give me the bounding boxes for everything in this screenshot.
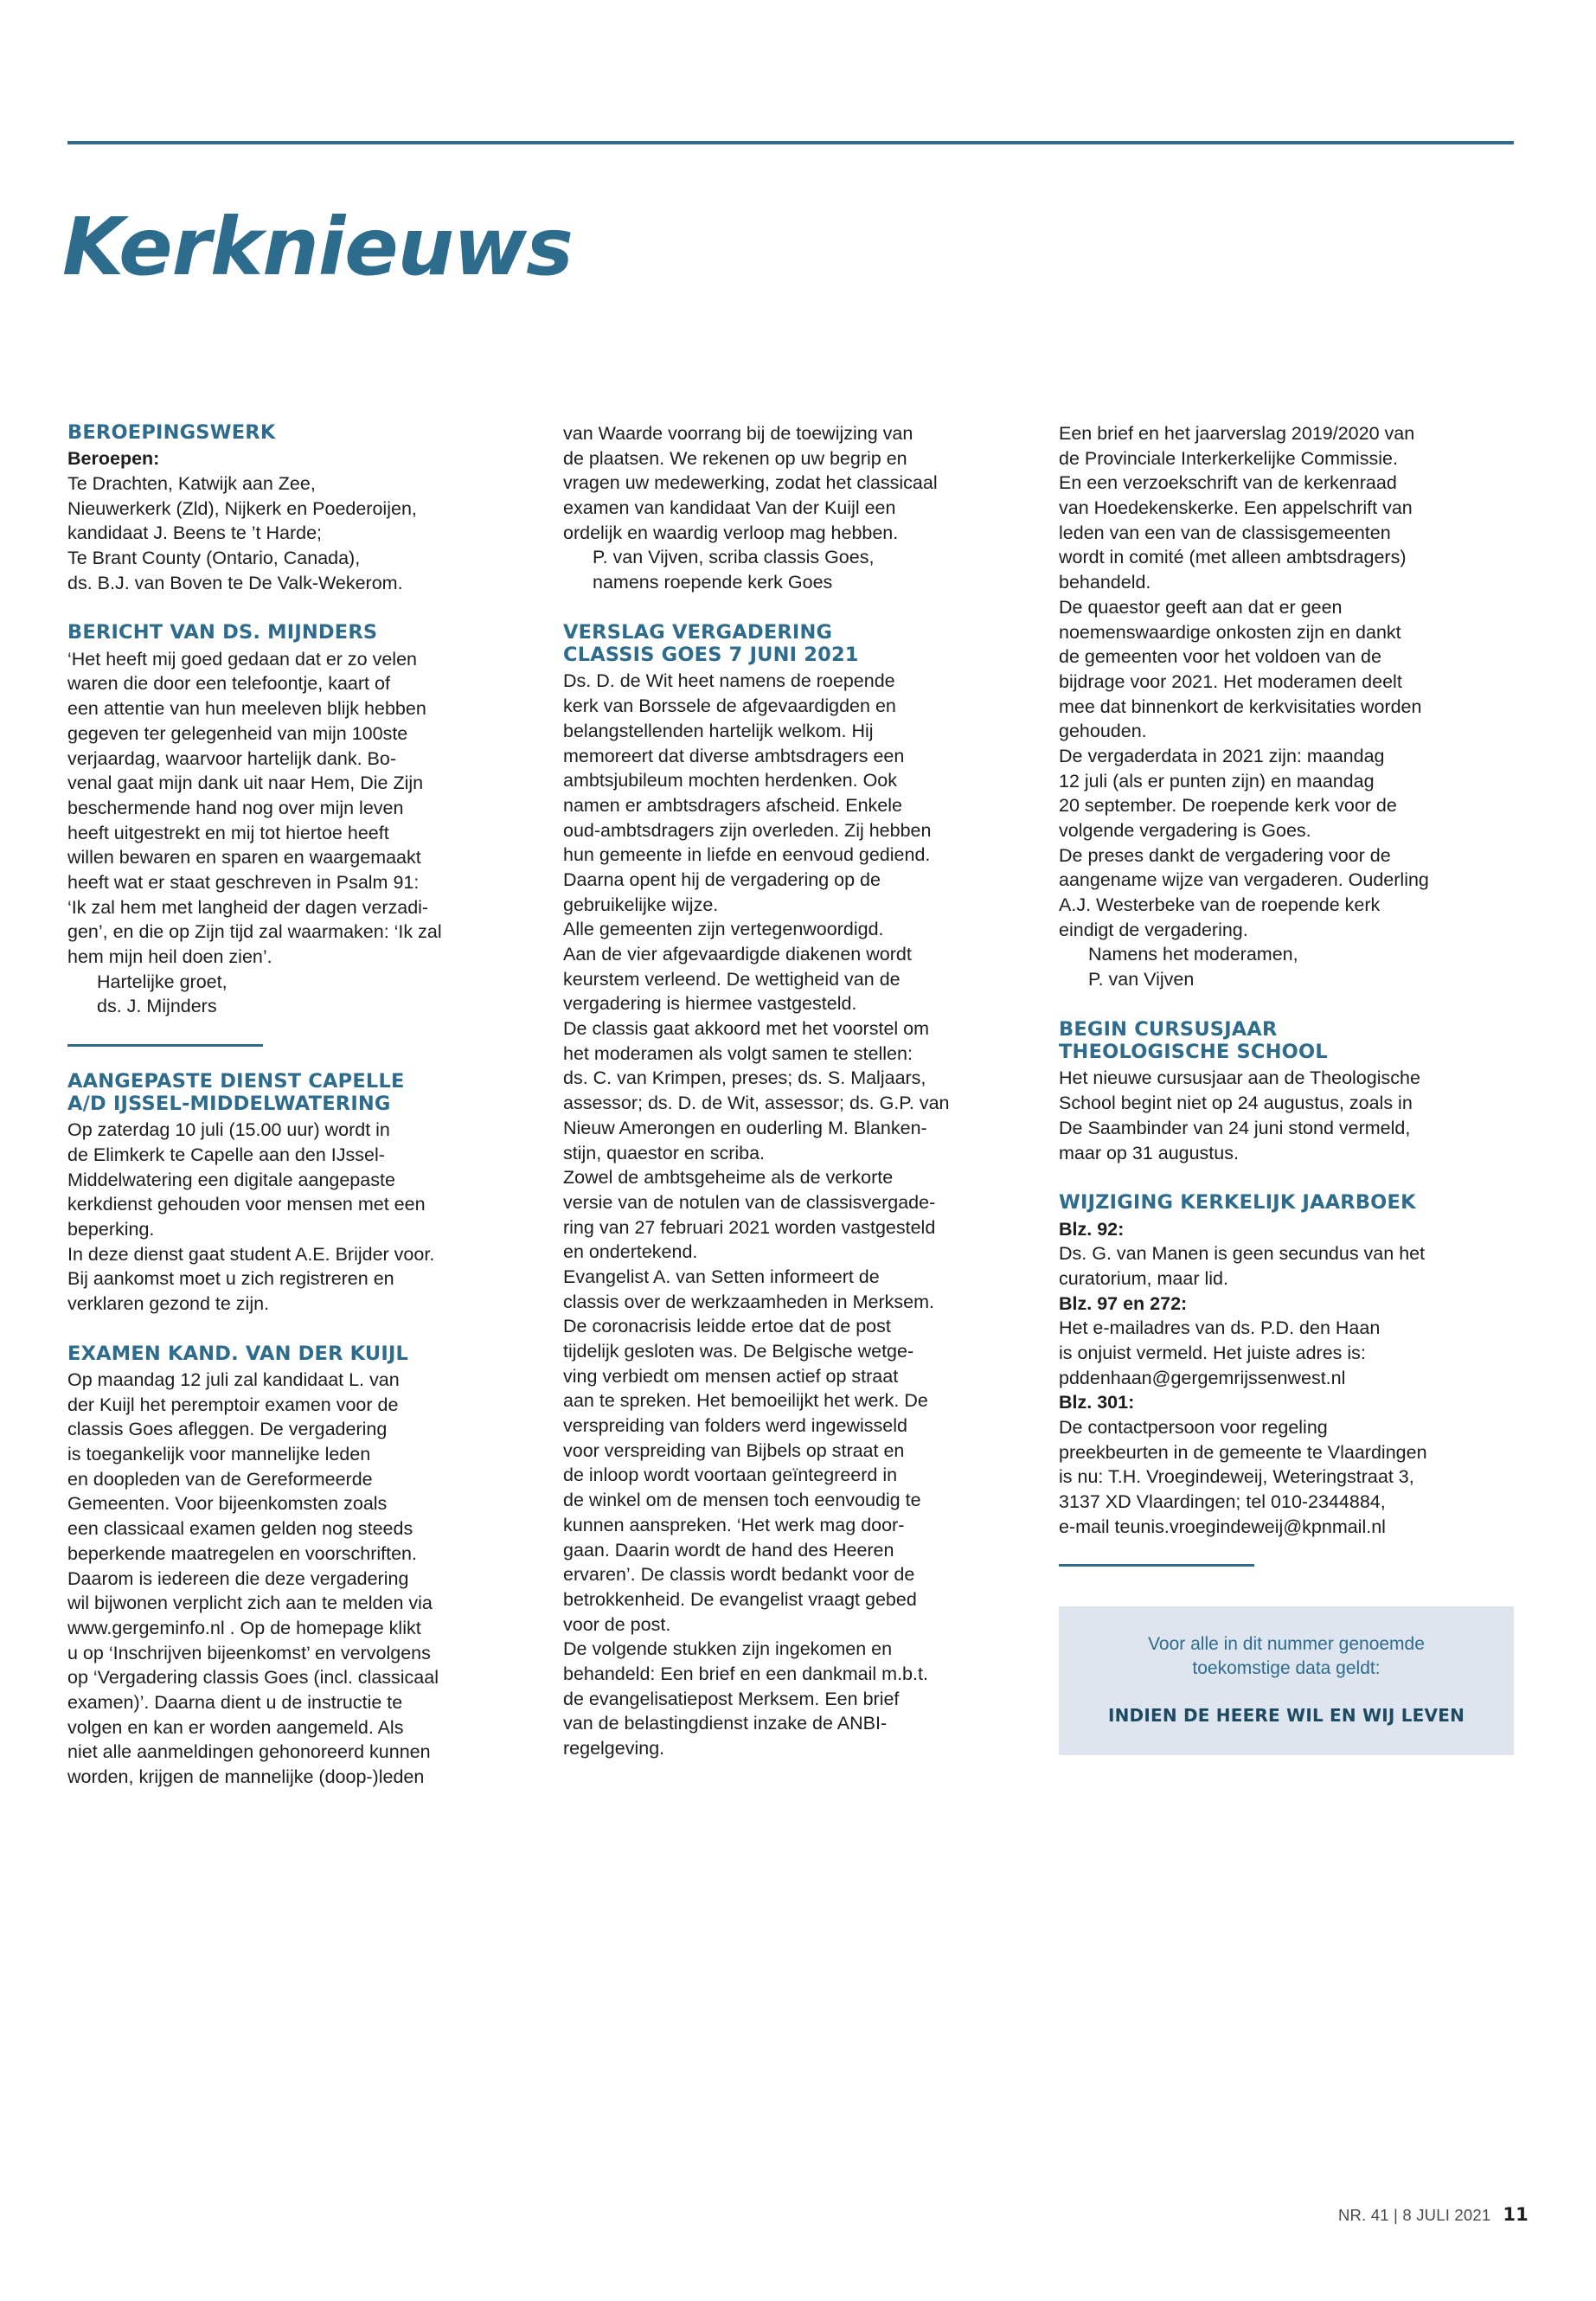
paragraph-aangepaste-dienst: Op zaterdag 10 juli (15.00 uur) wordt in de Elimkerk te Capelle aan den IJssel- Middelwatering een digitale aangepaste kerkdienst gehouden voor mensen met een beperking. In deze dienst gaat student A.E. Brijder voor. Bij aankomst moet u zich registreren en verklaren gezond te zijn. bbox=[67, 1119, 435, 1314]
paragraph-blz-301: De contactpersoon voor regeling preekbeurten in de gemeente te Vlaardingen is nu: T.H. Vroegindeweij, Weteringstraat 3, 3137 XD Vlaardingen; tel 010-2344884, e-mail teunis.vroegindeweij@kpnmail.nl bbox=[1059, 1417, 1427, 1537]
section-heading-wijziging-jaarboek: WIJZIGING KERKELIJK JAARBOEK bbox=[1059, 1191, 1416, 1215]
subheading-blz-97-272: Blz. 97 en 272: bbox=[1059, 1292, 1188, 1314]
paragraph-examen-kand: Op maandag 12 juli zal kandidaat L. van der Kuijl het peremptoir examen voor de classis Goes afleggen. De vergadering is toegankelijk voor mannelijke leden en doopleden van de Gereformeerde Gemeenten. Voor bijeenkomsten zoals een classicaal examen gelden nog steeds beperkende maatregelen en voorschriften. Daarom is iedereen die deze vergadering wil bijwonen verplicht zich aan te melden via www.gergeminfo.nl . Op de homepage klikt u op ‘Inschrijven bijeenkomst’ en vervolgens op ‘Vergadering classis Goes (incl. classicaal examen)’. Daarna dient u de instructie te volgen en kan er worden aangemeld. Als niet alle aanmeldingen gehonoreerd kunnen worden, krijgen de mannelijke (doop-)leden bbox=[67, 1369, 439, 1787]
page-footer bbox=[1338, 2204, 1529, 2225]
notice-line-2: INDIEN DE HEERE WIL EN WIJ LEVEN bbox=[1107, 1704, 1465, 1726]
section-heading-aangepaste-dienst: AANGEPASTE DIENST CAPELLE A/D IJSSEL-MIDDELWATERING bbox=[67, 1069, 405, 1115]
section-divider bbox=[67, 1044, 263, 1047]
column-2 bbox=[563, 421, 1018, 1790]
section-heading-begin-cursusjaar: BEGIN CURSUSJAAR THEOLOGISCHE SCHOOL bbox=[1059, 1017, 1328, 1064]
column-1 bbox=[67, 421, 522, 1790]
paragraph-bericht-mijnders: ‘Het heeft mij goed gedaan dat er zo velen waren die door een telefoontje, kaart of een attentie van hun meeleven blijk hebben gegeven ter gelegenheid van mijn 100ste verjaardag, waarvoor hartelijk dank. Bo- venal gaat mijn dank uit naar Hem, Die Zijn beschermende hand nog over mijn leven heeft uitgestrekt en mij tot hiertoe heeft willen bewaren en sparen en waargemaakt heeft wat er staat geschreven in Psalm 91: ‘Ik zal hem met langheid der dagen verzadi- gen’, en die op Zijn tijd zal waarmaken: ‘Ik zal hem mijn heil doen zien’. bbox=[67, 648, 442, 967]
signature-van-vijven-goes: P. van Vijven, scriba classis Goes, namens roepende kerk Goes bbox=[593, 547, 875, 593]
subheading-blz-301: Blz. 301: bbox=[1059, 1392, 1135, 1413]
section-heading-examen-kand: EXAMEN KAND. VAN DER KUIJL bbox=[67, 1342, 409, 1365]
paragraph-examen-vervolg: van Waarde voorrang bij de toewijzing van de plaatsen. We rekenen op uw begrip en vragen uw medewerking, zodat het classicaal examen van kandidaat Van der Kuijl een ordelijk en waardig verloop mag hebben. bbox=[563, 423, 938, 543]
footer-issue: NR. 41 | 8 JULI 2021 bbox=[1337, 2206, 1491, 2224]
article-columns bbox=[67, 421, 1514, 1790]
paragraph-verslag-vervolg: Een brief en het jaarverslag 2019/2020 van de Provinciale Interkerkelijke Commissie. En een verzoekschrift van de kerkenraad van Hoedekenskerke. Een appelschrift van leden van een van de classisgemeenten wordt in comité (met alleen ambtsdragers) behandeld. De quaestor geeft aan dat er geen noemenswaardige onkosten zijn en dankt de gemeenten voor het voldoen van de bijdrage voor 2021. Het moderamen deelt mee dat binnenkort de kerkvisitaties worden gehouden. De vergaderdata in 2021 zijn: maandag 12 juli (als er punten zijn) en maandag 20 september. De roepende kerk voor de volgende vergadering is Goes. De preses dankt de vergadering voor de aangename wijze van vergaderen. Ouderling A.J. Westerbeke van de roepende kerk eindigt de vergadering. bbox=[1059, 423, 1429, 940]
column-3 bbox=[1059, 421, 1514, 1790]
paragraph-beroepen-list: Te Drachten, Katwijk aan Zee, Nieuwerkerk (Zld), Nijkerk en Poederoijen, kandidaat J. Beens te ’t Harde; Te Brant County (Ontario, Canada), ds. B.J. van Boven te De Valk-Wekerom. bbox=[67, 473, 417, 593]
header-rule bbox=[67, 141, 1514, 144]
subheading-beroepen: Beroepen: bbox=[67, 448, 160, 470]
section-heading-bericht-mijnders: BERICHT VAN DS. MIJNDERS bbox=[67, 621, 378, 644]
paragraph-blz-97-272: Het e-mailadres van ds. P.D. den Haan is onjuist vermeld. Het juiste adres is: pddenhaan@gergemrijssenwest.nl bbox=[1059, 1317, 1381, 1388]
section-heading-verslag-vergadering: VERSLAG VERGADERING CLASSIS GOES 7 JUNI 2021 bbox=[563, 620, 859, 667]
section-divider-end bbox=[1059, 1564, 1254, 1567]
section-heading-beroepingswerk: BEROEPINGSWERK bbox=[67, 421, 276, 444]
paragraph-blz-92: Ds. G. van Manen is geen secundus van het curatorium, maar lid. bbox=[1059, 1243, 1426, 1289]
footer-page-number: 11 bbox=[1503, 2204, 1529, 2225]
paragraph-begin-cursusjaar: Het nieuwe cursusjaar aan de Theologische School begint niet op 24 augustus, zoals in De Saambinder van 24 juni stond vermeld, maar op 31 augustus. bbox=[1059, 1067, 1420, 1163]
signature-mijnders: Hartelijke groet, ds. J. Mijnders bbox=[97, 971, 228, 1017]
page-title: Kerknieuws bbox=[62, 201, 573, 293]
notice-box bbox=[1059, 1606, 1514, 1755]
paragraph-verslag-vergadering: Ds. D. de Wit heet namens de roepende kerk van Borssele de afgevaardigden en belangstellenden hartelijk welkom. Hij memoreert dat diverse ambtsdragers een ambtsjubileum mochten herdenken. Ook namen er ambtsdragers afscheid. Enkele oud-ambtsdragers zijn overleden. Zij hebben hun gemeente in liefde en eenvoud gediend. Daarna opent hij de vergadering op de gebruikelijke wijze. Alle gemeenten zijn vertegenwoordigd. Aan de vier afgevaardigde diakenen wordt keurstem verleend. De wettigheid van de vergadering is hiermee vastgesteld. De classis gaat akkoord met het voorstel om het moderamen als volgt samen te stellen: ds. C. van Krimpen, preses; ds. S. Maljaars, assessor; ds. D. de Wit, assessor; ds. G.P. van Nieuw Amerongen en ouderling M. Blanken- stijn, quaestor en scriba. Zowel de ambtsgeheime als de verkorte versie van de notulen van de classisvergade- ring van 27 februari 2021 worden vastgesteld en ondertekend. Evangelist A. van Setten informeert de classis over de werkzaamheden in Merksem. De coronacrisis leidde ertoe dat de post tijdelijk gesloten was. De Belgische wetge- ving verbiedt om mensen actief op straat aan te spreken. Het bemoeilijkt het werk. De verspreiding van folders werd ingewisseld voor verspreiding van Bijbels op straat en de inloop wordt voortaan geïntegreerd in de winkel om de mensen toch eenvoudig te kunnen aanspreken. ‘Het werk mag door- gaan. Daarin wordt de hand des Heeren ervaren’. De classis wordt bedankt voor de betrokkenheid. De evangelist vraagt gebed voor de post. De volgende stukken zijn ingekomen en behandeld: Een brief en een dankmail m.b.t. de evangelisatiepost Merksem. Een brief van de belastingdienst inzake de ANBI- regelgeving. bbox=[563, 670, 950, 1759]
subheading-blz-92: Blz. 92: bbox=[1059, 1218, 1125, 1240]
notice-line-1: Voor alle in dit nummer genoemde toekomstige data geldt: bbox=[1148, 1633, 1425, 1679]
signature-moderamen: Namens het moderamen, P. van Vijven bbox=[1088, 944, 1298, 990]
